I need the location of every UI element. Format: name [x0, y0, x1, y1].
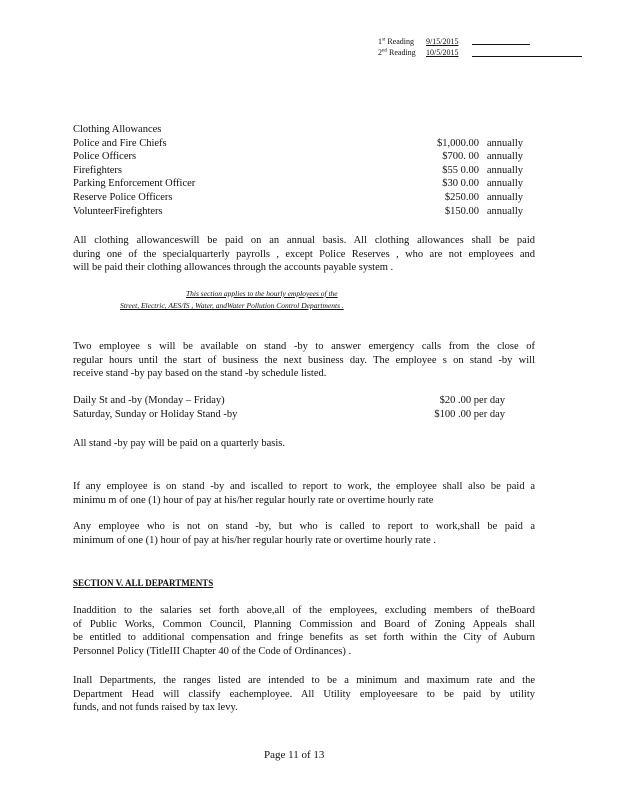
- first-reading-date: 9/15/2015: [426, 37, 459, 46]
- table-row: Parking Enforcement Officer $30 0.00 annually: [73, 178, 523, 190]
- table-row: Police Officers $700. 00 annually: [73, 151, 523, 163]
- standby-paragraph: Two employee s will be available on stand -by to answer emergency calls from the close of regular hours until the start of business the next business day. The employee s on stand -by will receive stand -by pay based on the stand -by schedule listed.: [73, 341, 535, 379]
- not-on-standby-paragraph: Any employee who is not on stand -by, but who is called to report to work,shall be paid a minimum of one (1) hour of pay at his/her regular hourly rate or overtime hourly rate .: [73, 521, 535, 546]
- signature-line: [472, 36, 530, 45]
- hourly-employees-note: This section applies to the hourly employees of the Street, Electric, AES/IS , Water, andWater Pollution Control Departments .: [120, 289, 344, 310]
- standby-rates-table: [73, 394, 505, 422]
- second-reading-date: 10/5/2015: [426, 48, 459, 57]
- clothing-payment-paragraph: All clothing allowanceswill be paid on an annual basis. All clothing allowances shall be paid during one of the specialquarterly payrolls , except Police Reserves , who are not employees and will be paid their clothing allowances through the accounts payable system .: [73, 235, 535, 273]
- second-reading-label: 2nd Reading: [378, 48, 416, 57]
- table-row: Firefighters $55 0.00 annually: [73, 164, 523, 176]
- table-row: Police and Fire Chiefs $1,000.00 annually: [73, 137, 523, 149]
- table-row: Reserve Police Officers $250.00 annually: [73, 191, 523, 203]
- reading-dates: [378, 36, 582, 58]
- ranges-paragraph: Inall Departments, the ranges listed are intended to be a minimum and maximum rate and the Department Head will classify eachemployee. All Utility employeesare to be paid by utility funds, and not funds raised by tax levy.: [73, 675, 535, 713]
- allowances-title: Clothing Allowances: [73, 124, 162, 135]
- table-row: VolunteerFirefighters $150.00 annually: [73, 205, 523, 217]
- quarterly-paragraph: All stand -by pay will be paid on a quarterly basis.: [73, 438, 285, 449]
- table-row: Saturday, Sunday or Holiday Stand -by $100 .00 per day: [73, 409, 505, 420]
- clothing-allowances-table: [73, 123, 523, 218]
- salaries-paragraph: Inaddition to the salaries set forth above,all of the employees, excluding members of theBoard of Public Works, Common Council, Planning Commission and Board of Zoning Appeals shall be entitled to additional compensation and fringe benefits as set forth within the City of Auburn Personnel Policy (TitleIII Chapter 40 of the Code of Ordinances) .: [73, 605, 535, 657]
- table-row: Daily St and -by (Monday – Friday) $20 .00 per day: [73, 395, 505, 406]
- first-reading-label: 1st Reading: [378, 37, 415, 46]
- signature-line: [472, 47, 582, 57]
- called-in-paragraph: If any employee is on stand -by and iscalled to report to work, the employee shall also be paid a minimu m of one (1) hour of pay at his/her regular hourly rate or overtime hourly rate: [73, 481, 535, 506]
- page-number: Page 11 of 13: [264, 749, 325, 761]
- section-heading: SECTION V. ALL DEPARTMENTS: [73, 578, 214, 588]
